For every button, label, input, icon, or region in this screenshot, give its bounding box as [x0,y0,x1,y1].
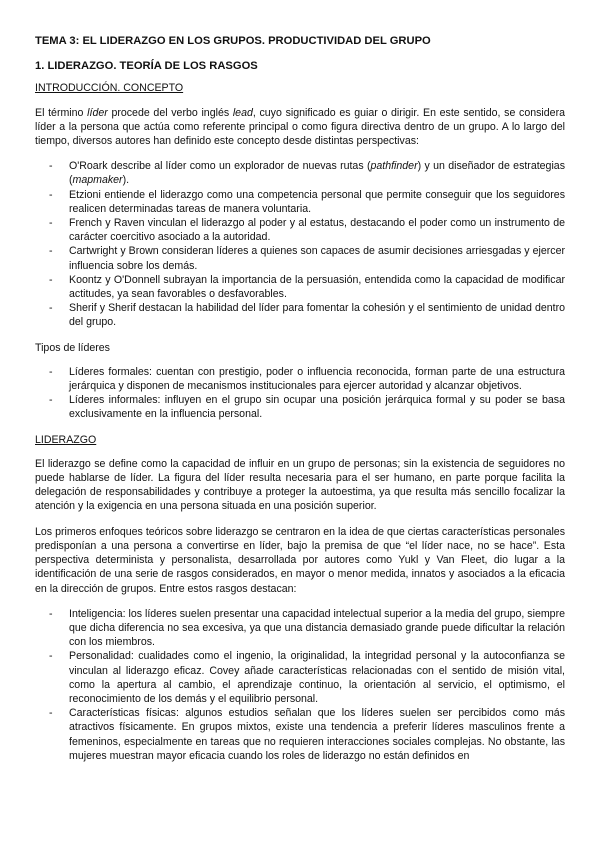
tipos-label: Tipos de líderes [35,341,110,354]
section-heading: 1. LIDERAZGO. TEORÍA DE LOS RASGOS [35,60,258,73]
tipos-list [35,365,565,422]
list-item: - Cartwright y Brown consideran líderes a quienes son capaces de asumir decisiones arriesgadas y ejercer influencia sobre los demás. [49,245,565,272]
document-page [35,34,565,774]
list-item: - O'Roark describe al líder como un explorador de nuevas rutas (pathfinder) y un diseñador de estrategias (mapmaker). [49,160,565,187]
intro-paragraph: El término líder procede del verbo inglés lead, cuyo significado es guiar o dirigir. En este sentido, se considera líder a la persona que actúa como referente principal o como figura directiva dentro de un grupo. A lo largo del tiempo, diversos autores han definido este concepto desde distintas perspectivas: [35,106,565,148]
liderazgo-heading: LIDERAZGO [35,433,97,446]
list-item: - Inteligencia: los líderes suelen presentar una capacidad intelectual superior a la media del grupo, siempre que dicha diferencia no sea excesiva, ya que una distancia demasiado grande puede dificultar la relación con los miembros. [49,607,565,649]
list-item: - Líderes informales: influyen en el grupo sin ocupar una posición jerárquica formal y su poder se basa exclusivamente en la influencia personal. [49,394,565,421]
list-item: - Características físicas: algunos estudios señalan que los líderes suelen ser percibidos como más atractivos físicamente. En grupos mixtos, existe una tendencia a preferir líderes masculinos frente a femeninos, especialmente en tareas que no requieren interacciones sociales complejas. No obstante, las mujeres muestran mayor eficacia cuando los roles de liderazgo no están definidos en [49,707,565,762]
liderazgo-paragraph-1: El liderazgo se define como la capacidad de influir en un grupo de personas; sin la existencia de seguidores no puede hablarse de líder. La figura del líder resulta necesaria para el ser humano, en parte porque facilita la delegación de responsabilidades y contribuye a proteger la autoestima, ya que resulta más sencillo focalizar la atención y la exigencia en una persona situada en una posición superior. [35,457,565,513]
list-item: - Etzioni entiende el liderazgo como una competencia personal que permite conseguir que los seguidores realicen determinadas tareas de manera voluntaria. [49,188,565,215]
list-item: - French y Raven vinculan el liderazgo al poder y al estatus, destacando el poder como un instrumento de carácter coercitivo asociado a la autoridad. [49,217,565,244]
list-item: - Líderes formales: cuentan con prestigio, poder o influencia reconocida, forman parte de una estructura jerárquica y disponen de mecanismos institucionales para ejercer autoridad y alcanzar objetivos. [49,365,565,393]
authors-list [35,159,565,329]
intro-heading: INTRODUCCIÓN. CONCEPTO [35,82,184,95]
liderazgo-paragraph-2: Los primeros enfoques teóricos sobre liderazgo se centraron en la idea de que ciertas características personales predisponían a una persona a convertirse en líder, bajo la premisa de que “el líder nace, no se hace”. Esta perspectiva determinista y personalista, desarrollada por autores como Yukl y Van Fleet, dio lugar a la identificación de una serie de rasgos considerados, en mayor o menor medida, innatos y asociados a la eficacia en la dirección de grupos. Entre estos rasgos destacan: [35,525,565,595]
document-title: TEMA 3: EL LIDERAZGO EN LOS GRUPOS. PRODUCTIVIDAD DEL GRUPO [35,35,431,47]
list-item: - Sherif y Sherif destacan la habilidad del líder para fomentar la cohesión y el sentimiento de unidad dentro del grupo. [49,302,565,329]
rasgos-list [35,607,565,763]
list-item: - Koontz y O'Donnell subrayan la importancia de la persuasión, entendida como la capacidad de modificar actitudes, ya sean favorables o desfavorables. [49,273,565,301]
list-item: - Personalidad: cualidades como el ingenio, la originalidad, la integridad personal y la autoconfianza se vinculan al liderazgo eficaz. Covey añade características relacionadas con el sentido de misión vital, como la apertura al cambio, el aprendizaje continuo, la orientación al servicio, el optimismo, el reconocimiento de los demás y el equilibrio personal. [49,650,565,705]
